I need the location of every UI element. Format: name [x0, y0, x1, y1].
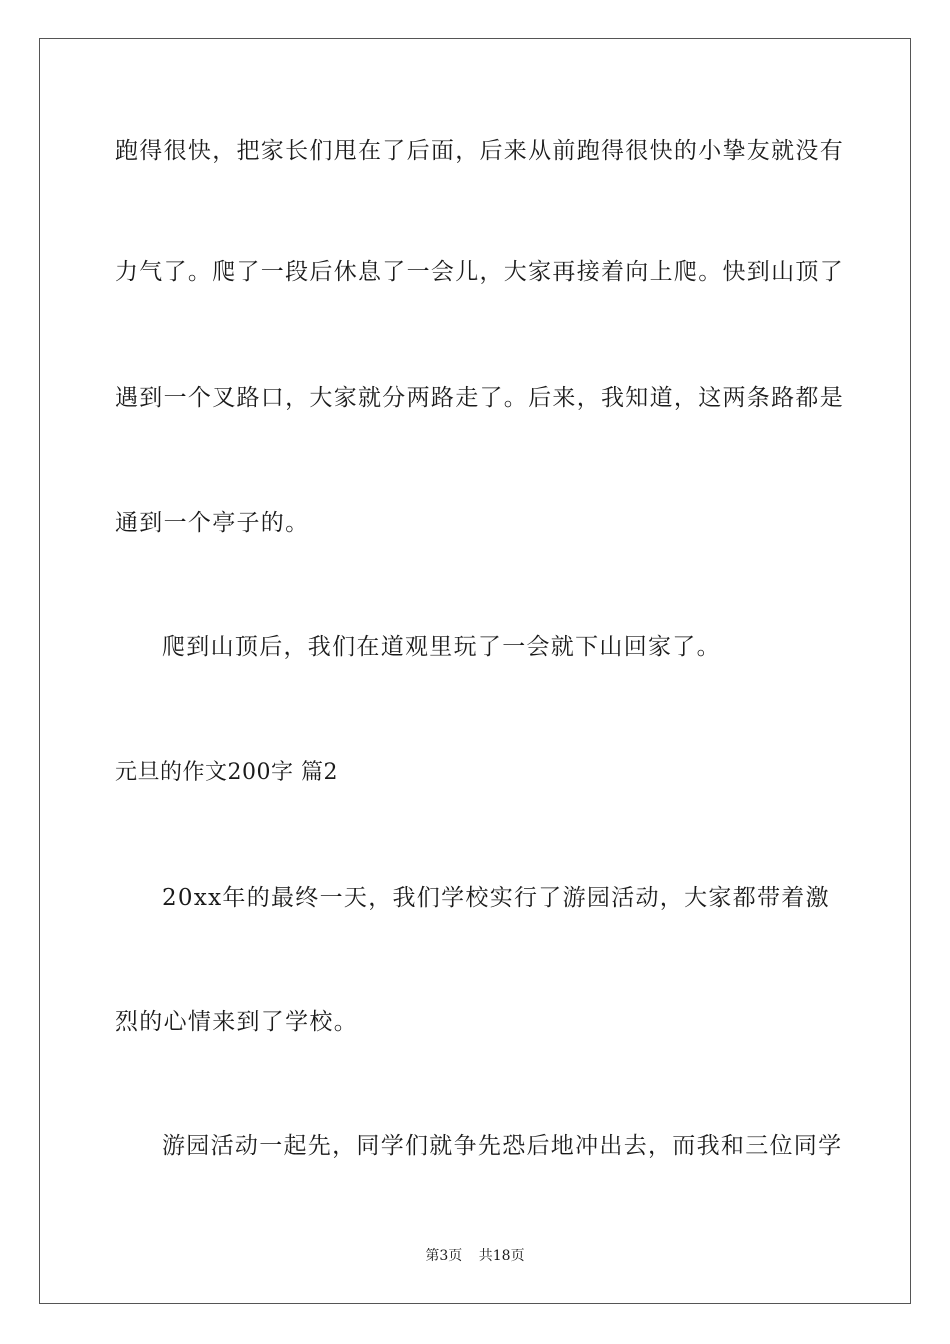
- page-footer: [0, 1247, 950, 1265]
- paragraph-line: 爬到山顶后，我们在道观里玩了一会就下山回家了。: [162, 634, 721, 660]
- paragraph-line: 跑得很快，把家长们甩在了后面，后来从前跑得很快的小挚友就没有: [115, 138, 844, 164]
- page-total: 共18页: [478, 1248, 525, 1264]
- section-heading: 元旦的作文200字 篇2: [115, 760, 338, 785]
- paragraph-line: 烈的心情来到了学校。: [115, 1009, 358, 1035]
- paragraph-line: 遇到一个叉路口，大家就分两路走了。后来，我知道，这两条路都是: [115, 385, 844, 411]
- paragraph-line: 游园活动一起先，同学们就争先恐后地冲出去，而我和三位同学: [162, 1133, 843, 1159]
- page-frame: [39, 38, 911, 1304]
- page-number: 第3页: [425, 1248, 463, 1264]
- paragraph-line: 力气了。爬了一段后休息了一会儿，大家再接着向上爬。快到山顶了: [115, 259, 844, 285]
- paragraph-line: 通到一个亭子的。: [115, 510, 310, 536]
- paragraph-line: 20xx年的最终一天，我们学校实行了游园活动，大家都带着激: [162, 885, 830, 911]
